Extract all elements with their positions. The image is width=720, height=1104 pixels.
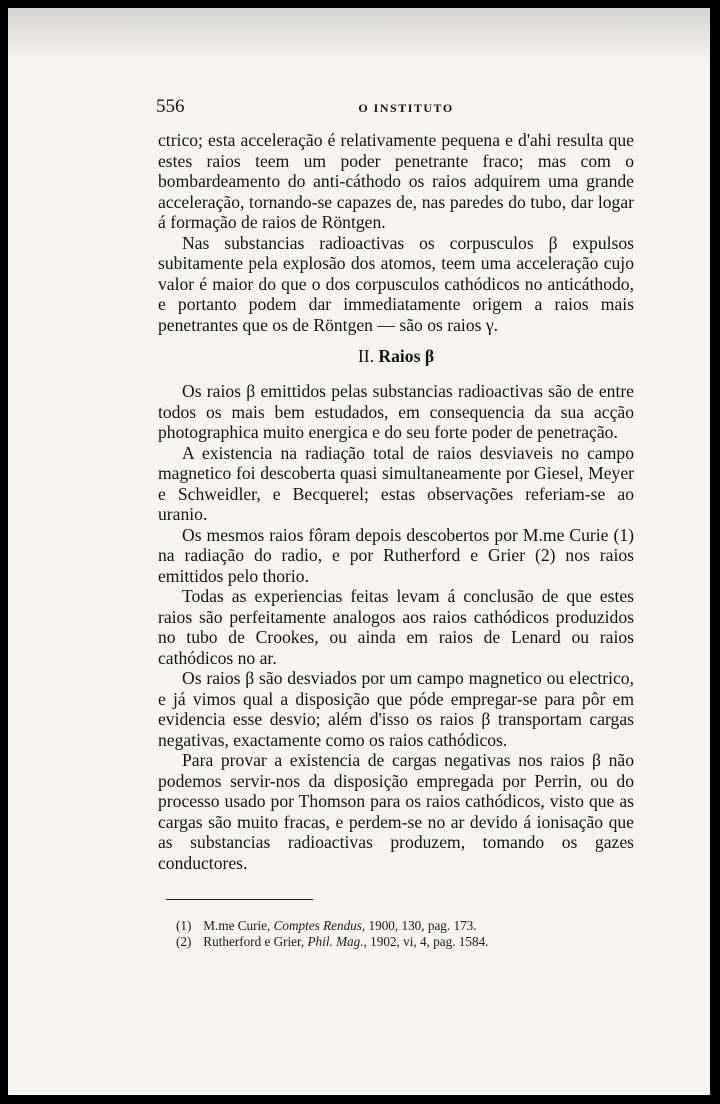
footnote [176,934,616,950]
paragraph: Os mesmos raios fôram depois descobertos por M.me Curie (1) na radiação do radio, e por Rutherford e Grier (2) nos raios emittidos pelo thorio. [158,524,634,586]
running-head [156,96,636,120]
footnote-ref: (1) [176,918,192,933]
scan-noise [8,8,710,63]
page-number: 556 [156,96,185,117]
journal-title: O INSTITUTO [358,101,454,115]
body-text [158,130,634,873]
paragraph: Os raios β são desviados por um campo magnetico ou electrico, e já vimos qual a disposição que póde empregar-se para pôr em evidencia esse desvio; além d'isso os raios β transportam cargas negativas, exactamente como os raios cathódicos. [158,668,634,750]
footnote-details: 1902, vi, 4, pag. 1584. [370,934,489,949]
paragraph: Os raios β emittidos pelas substancias radioactivas são de entre todos os mais bem estudados, em consequencia da sua acção photographica muito energica e do seu forte poder de penetração. [158,381,634,442]
footnote-title: Phil. Mag., [307,934,367,949]
footnote-title: Comptes Rendus, [273,918,366,933]
section-heading-number: II. [357,346,374,366]
footnote-ref: (2) [176,934,192,949]
paragraph: Todas as experiencias feitas levam á conclusão de que estes raios são perfeitamente analogos aos raios cathódicos produzidos no tubo de Crookes, ou ainda em raios de Lenard ou raios cathódicos no ar. [158,586,634,668]
footnotes [176,918,616,950]
paragraph: Nas substancias radioactivas os corpusculos β expulsos subitamente pela explosão dos atomos, teem uma acceleração cujo valor é maior do que o dos corpusculos cathódicos no anticáthodo, e portanto podem dar immediatamente origem a raios mais penetrantes que os de Röntgen — são os raios γ. [158,232,634,335]
footnote-author: Rutherford e Grier, [203,934,305,949]
paragraph: A existencia na radiação total de raios desviaveis no campo magnetico foi descoberta quasi simultaneamente por Giesel, Meyer e Schweidler, e Becquerel; estas observações referiam-se ao uranio. [158,442,634,524]
footnote-details: 1900, 130, pag. 173. [368,918,477,933]
scanned-page [8,8,710,1095]
paragraph: ctrico; esta acceleração é relativamente pequena e d'ahi resulta que estes raios teem um poder penetrante fraco; mas com o bombardeamento do anti-cáthodo os raios adquirem uma grande acceleração, tornando-se capazes de, nas paredes do tubo, dar logar á formação de raios de Röntgen. [158,130,634,232]
section-heading-title: Raios β [378,346,435,366]
footnote-author: M.me Curie, [203,918,271,933]
paragraph: Para provar a existencia de cargas negativas nos raios β não podemos servir-nos da disposição empregada por Perrin, ou do processo usado por Thomson para os raios cathódicos, visto que as cargas são muito fracas, e perdem-se no ar devido á ionisação que as substancias radioactivas produzem, tomando os gazes conductores. [158,750,634,873]
section-heading [158,345,634,367]
footnote [176,918,616,934]
footnote-rule [166,899,313,900]
